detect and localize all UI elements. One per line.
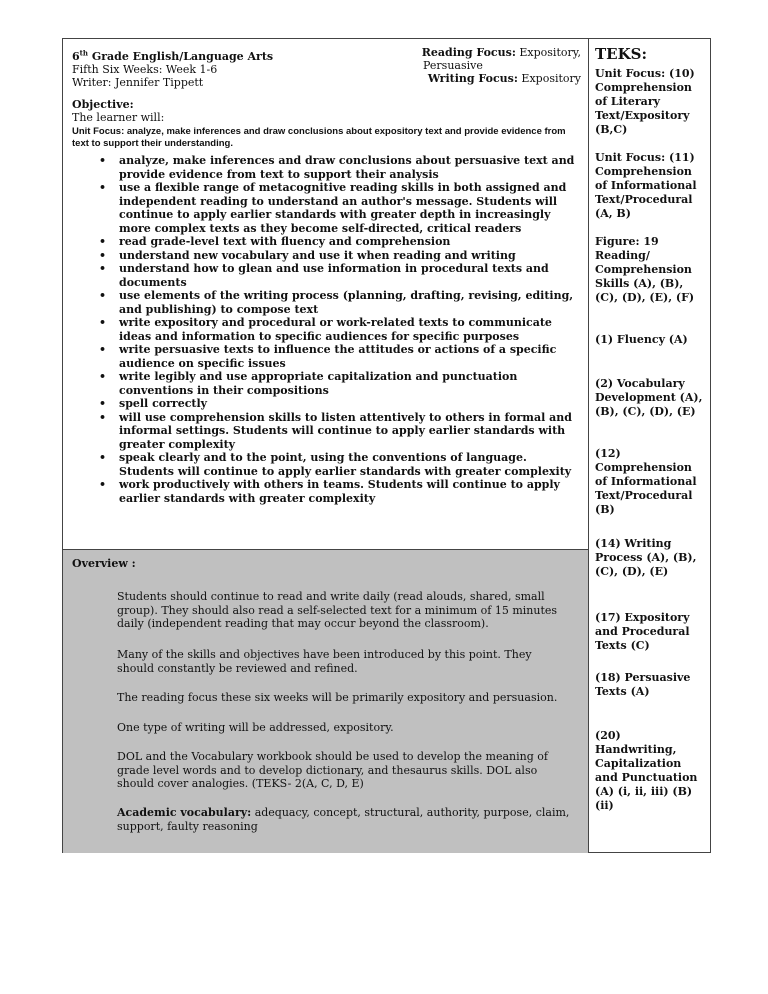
writing-focus: Writing Focus: Expository: [427, 72, 581, 85]
lesson-plan-table: [62, 38, 711, 853]
reading-focus: Reading Focus: Expository,: [421, 46, 581, 59]
header-block: [63, 39, 589, 95]
six-weeks: Fifth Six Weeks: Week 1-6: [72, 62, 218, 76]
list-item: • use elements of the writing process (planning, drafting, revising, editing, and publishing) to compose text: [101, 289, 583, 316]
writer: Writer: Jennifer Tippett: [72, 75, 204, 89]
teks-title: TEKS:: [595, 45, 648, 63]
teks-item: (20) Handwriting, Capitalization and Punctuation (A) (i, ii, iii) (B) (ii): [595, 729, 698, 812]
left-column: [63, 39, 589, 852]
learner-intro: The learner will:: [72, 111, 165, 124]
overview-block: [63, 549, 588, 853]
list-item: • use a flexible range of metacognitive reading skills in both assigned and independent reading to understand an author's message. Students will continue to apply earlier standards with greater depth in increasingly more complex texts as they become self-directed, critical readers: [101, 181, 583, 235]
list-item: • write legibly and use appropriate capitalization and punctuation conventions in their compositions: [101, 370, 583, 397]
overview-paragraph: One type of writing will be addressed, expository.: [117, 721, 394, 734]
list-item: • analyze, make inferences and draw conclusions about persuasive text and provide evidence from text to support their analysis: [101, 154, 583, 181]
list-item: • understand how to glean and use information in procedural texts and documents: [101, 262, 583, 289]
teks-column: [589, 39, 710, 852]
objective-title: Objective:: [72, 98, 134, 111]
teks-item: (12) Comprehension of Informational Text/Procedural (B): [595, 447, 697, 516]
list-item: • understand new vocabulary and use it when reading and writing: [101, 249, 583, 263]
header-right: [422, 46, 581, 85]
teks-item: Unit Focus: (10) Comprehension of Literary Text/Expository (B,C): [595, 67, 695, 136]
objective-block: [72, 98, 582, 150]
teks-item: (1) Fluency (A): [595, 333, 688, 346]
unit-focus: Unit Focus: analyze, make inferences and draw conclusions about expository text and provide evidence from text to support their understanding.: [72, 126, 566, 149]
list-item: • work productively with others in teams. Students will continue to apply earlier standards with greater complexity: [101, 478, 583, 505]
list-item: • spell correctly: [101, 397, 583, 411]
objective-list: [101, 154, 583, 505]
overview-title: Overview :: [72, 557, 136, 570]
overview-paragraph: DOL and the Vocabulary workbook should be used to develop the meaning of grade level words and to develop dictionary, and thesaurus skills. DOL also should cover analogies. (TEKS- 2(A, C, D, E): [117, 750, 548, 790]
teks-item: (17) Expository and Procedural Texts (C): [595, 611, 690, 652]
list-item: • write expository and procedural or work-related texts to communicate ideas and information to specific audiences for specific purposes: [101, 316, 583, 343]
list-item: • speak clearly and to the point, using the conventions of language. Students will continue to apply earlier standards with greater complexity: [101, 451, 583, 478]
teks-item: Figure: 19 Reading/ Comprehension Skills (A), (B), (C), (D), (E), (F): [595, 235, 695, 304]
teks-item: (2) Vocabulary Development (A), (B), (C), (D), (E): [595, 377, 703, 418]
list-item: • read grade-level text with fluency and comprehension: [101, 235, 583, 249]
reading-focus-cont: Persuasive: [423, 59, 483, 72]
grade-title: 6th Grade English/Language Arts: [72, 48, 274, 63]
list-item: • write persuasive texts to influence the attitudes or actions of a specific audience on specific issues: [101, 343, 583, 370]
academic-vocabulary: Academic vocabulary: adequacy, concept, structural, authority, purpose, claim, support, faulty reasoning: [117, 806, 570, 833]
overview-paragraph: Students should continue to read and write daily (read alouds, shared, small group). They should also read a self-selected text for a minimum of 15 minutes daily (independent reading that may occur beyond the classroom).: [117, 590, 558, 630]
teks-item: (14) Writing Process (A), (B), (C), (D), (E): [595, 537, 697, 578]
header-left: [72, 46, 273, 89]
overview-paragraph: The reading focus these six weeks will be primarily expository and persuasion.: [117, 691, 558, 704]
list-item: • will use comprehension skills to listen attentively to others in formal and informal settings. Students will continue to apply earlier standards with greater complexity: [101, 411, 583, 452]
overview-paragraph: Many of the skills and objectives have been introduced by this point. They should constantly be reviewed and refined.: [117, 648, 532, 675]
teks-item: Unit Focus: (11) Comprehension of Informational Text/Procedural (A, B): [595, 151, 697, 220]
teks-item: (18) Persuasive Texts (A): [595, 671, 691, 698]
